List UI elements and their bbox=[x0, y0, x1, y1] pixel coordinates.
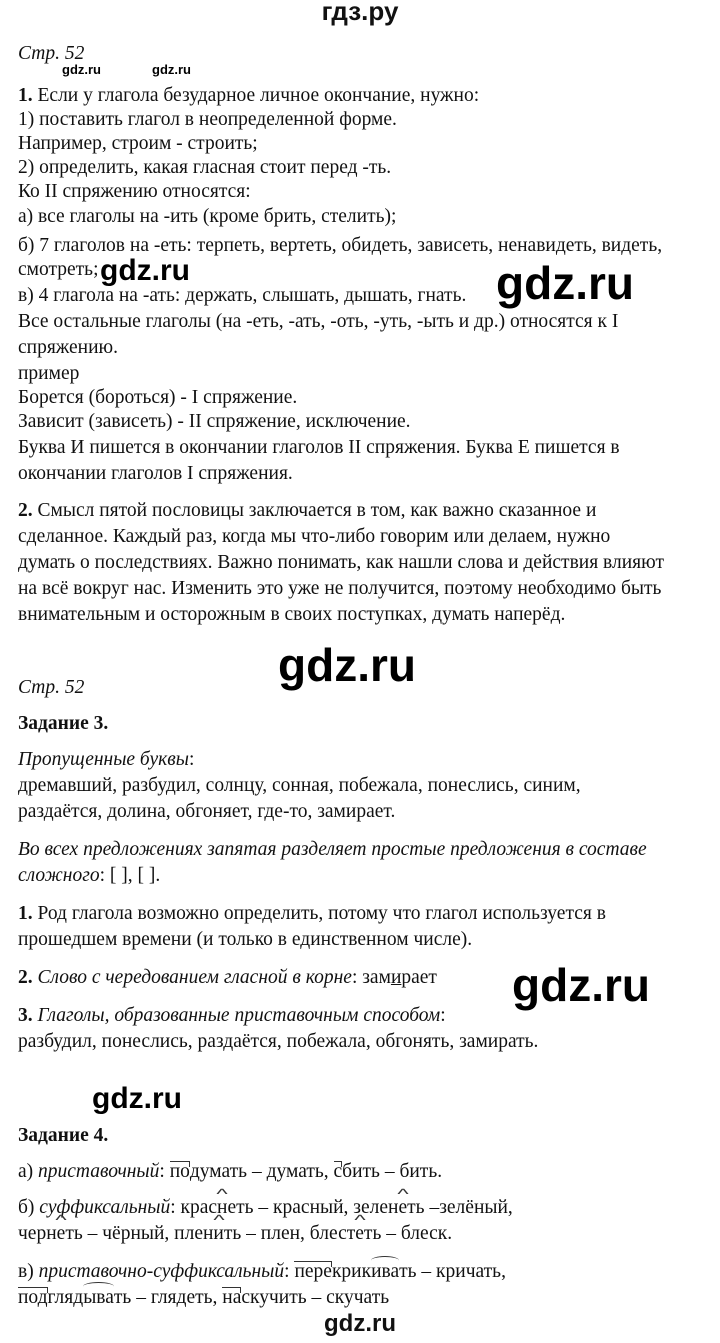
suffix-mark: ^ и bbox=[213, 1222, 223, 1246]
text: а) bbox=[18, 1161, 39, 1182]
watermark-gdz: gdz.ru bbox=[512, 959, 650, 1011]
suffix-mark: ^ е bbox=[57, 1222, 66, 1246]
answer-1-line: б) 7 глаголов на -еть: терпеть, вертеть, обидеть, зависеть, ненавидеть, видеть, bbox=[18, 235, 663, 256]
answer-1-line: 1) поставить глагол в неопределенной форме. bbox=[18, 109, 397, 130]
missing-letters-line: раздаётся, долина, обгоняет, где-то, замирает. bbox=[18, 801, 396, 822]
text: думать – думать, bbox=[189, 1161, 334, 1182]
point-3-line bbox=[18, 1004, 446, 1028]
task-4-c-line bbox=[18, 1286, 389, 1310]
answer-1-line: пример bbox=[18, 363, 80, 384]
point-1-line bbox=[18, 902, 606, 926]
text: гляд bbox=[47, 1287, 84, 1308]
text: в) bbox=[18, 1261, 39, 1282]
answer-1-line: а) все глаголы на -ить (кроме брить, стелить); bbox=[18, 206, 397, 227]
site-header: гдз.ру bbox=[321, 0, 399, 26]
watermark-small-2: gdz.ru bbox=[152, 62, 191, 77]
task-4-b-line bbox=[18, 1222, 452, 1246]
point-3-line: разбудил, понеслись, раздаётся, побежала, обгонять, замирать. bbox=[18, 1031, 539, 1052]
text: Слово с чередованием гласной в корне bbox=[37, 967, 352, 988]
text: еть – красный, зелен bbox=[227, 1197, 399, 1218]
page-ref: Стр. 52 bbox=[18, 43, 85, 64]
answer-1-line: окончании глаголов I спряжения. bbox=[18, 463, 293, 484]
text: приставочный bbox=[38, 1161, 160, 1182]
text: черн bbox=[18, 1223, 57, 1244]
answer-1-line: смотреть; bbox=[18, 259, 99, 280]
prefix-mark: пере bbox=[294, 1261, 332, 1282]
text: Пропущенные буквы bbox=[18, 749, 189, 770]
watermark-gdz: gdz.ru bbox=[496, 257, 634, 309]
answer-1-line: спряжению. bbox=[18, 337, 118, 358]
answer-number: 2. bbox=[18, 500, 33, 521]
text: ть – блеск. bbox=[363, 1223, 453, 1244]
text: Глаголы, образованные приставочным способом bbox=[37, 1005, 441, 1026]
page-ref: Стр. 52 bbox=[18, 677, 85, 698]
text: : bbox=[284, 1261, 295, 1282]
text: Род глагола возможно определить, потому что глагол используется в bbox=[37, 903, 606, 924]
text: Смысл пятой пословицы заключается в том, как важно сказанное и bbox=[37, 500, 597, 521]
text: сложного bbox=[18, 865, 100, 886]
text: б) bbox=[18, 1197, 40, 1218]
text: скучить – скучать bbox=[241, 1287, 390, 1308]
answer-2-line: на всё вокруг нас. Изменить это уже не получится, поэтому необходимо быть bbox=[18, 578, 662, 599]
text: Если у глагола безударное личное окончание, нужно: bbox=[37, 85, 480, 106]
task-4-a-line bbox=[18, 1160, 442, 1184]
text: : [ ], [ ]. bbox=[99, 865, 161, 886]
text: рает bbox=[401, 967, 437, 988]
text: ть – плен, блест bbox=[223, 1223, 356, 1244]
answer-number: 1. bbox=[18, 85, 33, 106]
answer-1-line: Борется (бороться) - I спряжение. bbox=[18, 387, 298, 408]
answer-1-line: Ко II спряжению относятся: bbox=[18, 181, 251, 202]
missing-letters-label: Пропущенные буквы: bbox=[18, 749, 195, 770]
answer-number: 2. bbox=[18, 967, 33, 988]
task-4-c-line bbox=[18, 1260, 506, 1284]
text: суффиксальный bbox=[39, 1197, 171, 1218]
root-letter: и bbox=[390, 967, 402, 988]
answer-1-line: Зависит (зависеть) - II спряжение, исключение. bbox=[18, 411, 411, 432]
text: : bbox=[170, 1197, 181, 1218]
suffix-mark: ^ н bbox=[217, 1196, 227, 1220]
suffix-mark: ыва bbox=[83, 1287, 114, 1308]
answer-2-line: думать о последствиях. Важно понимать, как нашли слова и действия влияют bbox=[18, 552, 664, 573]
text: ть – кричать, bbox=[399, 1261, 506, 1282]
answer-1-line: 2) определить, какая гласная стоит перед -ть. bbox=[18, 157, 392, 178]
answer-number: 1. bbox=[18, 903, 33, 924]
text: ть – чёрный, плен bbox=[65, 1223, 214, 1244]
watermark-gdz: gdz.ru bbox=[100, 254, 190, 287]
answer-2-line: внимательным и осторожным в своих поступках, думать наперёд. bbox=[18, 604, 566, 625]
text: ть –зелёный, bbox=[407, 1197, 513, 1218]
watermark-gdz: gdz.ru bbox=[278, 639, 416, 691]
text: : bbox=[440, 1005, 446, 1026]
answer-2-line: сделанное. Каждый раз, когда мы что-либо говорим или делаем, нужно bbox=[18, 526, 611, 547]
prefix-mark: с bbox=[333, 1161, 343, 1182]
comma-rule-line: Во всех предложениях запятая разделяет простые предложения в составе bbox=[18, 839, 647, 860]
answer-2-line bbox=[18, 499, 596, 523]
prefix-mark: под bbox=[18, 1287, 48, 1308]
answer-1-line: в) 4 глагола на -ать: держать, слышать, дышать, гнать. bbox=[18, 285, 467, 306]
site-footer: gdz.ru bbox=[324, 1310, 396, 1337]
point-2-line bbox=[18, 966, 437, 990]
suffix-mark: ^ е bbox=[355, 1222, 364, 1246]
comma-rule-line bbox=[18, 864, 160, 888]
answer-1-line: Все остальные глаголы (на -еть, -ать, -оть, -уть, -ыть и др.) относятся к I bbox=[18, 311, 619, 332]
text: крас bbox=[180, 1197, 218, 1218]
suffix-mark: ^ е bbox=[399, 1196, 408, 1220]
watermark-gdz: gdz.ru bbox=[92, 1082, 182, 1115]
answer-1-line: Буква И пишется в окончании глаголов II спряжения. Буква Е пишется в bbox=[18, 437, 620, 458]
text: приставочно-суффиксальный bbox=[38, 1261, 285, 1282]
point-1-line: прошедшем времени (и только в единственном числе). bbox=[18, 929, 473, 950]
task-4-title: Задание 4. bbox=[18, 1125, 109, 1146]
text: : bbox=[159, 1161, 170, 1182]
answer-1-line: Например, строим - строить; bbox=[18, 133, 258, 154]
task-4-b-line bbox=[18, 1196, 513, 1220]
text: бить – бить. bbox=[342, 1161, 443, 1182]
text: : зам bbox=[351, 967, 391, 988]
task-3-title: Задание 3. bbox=[18, 713, 109, 734]
prefix-mark: на bbox=[222, 1287, 242, 1308]
missing-letters-line: дремавший, разбудил, солнцу, сонная, побежала, понеслись, синим, bbox=[18, 775, 581, 796]
suffix-mark: ива bbox=[371, 1261, 400, 1282]
answer-1-line bbox=[18, 84, 479, 108]
text: крик bbox=[331, 1261, 372, 1282]
prefix-mark: по bbox=[169, 1161, 190, 1182]
watermark-small-1: gdz.ru bbox=[62, 62, 101, 77]
text: ть – глядеть, bbox=[113, 1287, 223, 1308]
answer-number: 3. bbox=[18, 1005, 33, 1026]
